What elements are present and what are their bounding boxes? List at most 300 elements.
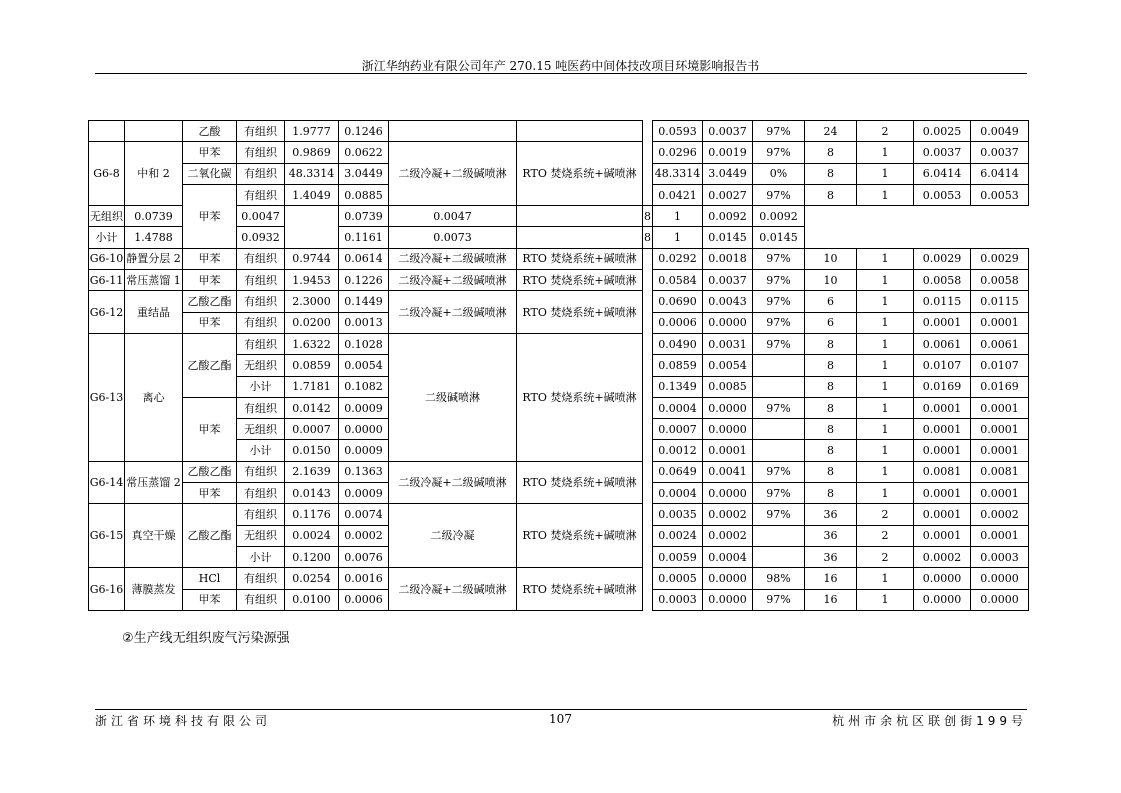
table-cell: 2 bbox=[857, 546, 914, 567]
table-cell: 1 bbox=[653, 206, 703, 227]
column-gap bbox=[643, 589, 653, 610]
table-cell: 8 bbox=[805, 376, 857, 397]
table-cell: 甲苯 bbox=[183, 270, 237, 291]
table-cell: 真空干燥 bbox=[125, 504, 183, 568]
header-rule bbox=[95, 73, 1027, 74]
table-cell: 甲苯 bbox=[183, 483, 237, 504]
table-cell: 0.0092 bbox=[703, 206, 753, 227]
table-cell bbox=[753, 376, 805, 397]
table-cell: 97% bbox=[753, 333, 805, 354]
table-cell: 0.0076 bbox=[339, 546, 389, 567]
table-cell: RTO 焚烧系统+碱喷淋 bbox=[517, 504, 643, 568]
table-cell: 0.0009 bbox=[339, 483, 389, 504]
column-gap bbox=[643, 397, 653, 418]
table-cell: 8 bbox=[805, 440, 857, 461]
table-row bbox=[89, 504, 1029, 525]
table-cell: 甲苯 bbox=[183, 312, 237, 333]
table-cell: 0.0054 bbox=[703, 355, 753, 376]
footer-rule bbox=[95, 709, 1027, 710]
column-gap bbox=[643, 376, 653, 397]
table-cell: 甲苯 bbox=[183, 248, 237, 269]
table-cell: 乙酸乙酯 bbox=[183, 504, 237, 568]
table-cell: 小计 bbox=[237, 440, 285, 461]
column-gap bbox=[643, 504, 653, 525]
table-cell: 有组织 bbox=[237, 504, 285, 525]
table-cell: RTO 焚烧系统+碱喷淋 bbox=[517, 270, 643, 291]
table-cell: 甲苯 bbox=[183, 184, 237, 248]
table-cell: RTO 焚烧系统+碱喷淋 bbox=[517, 461, 643, 504]
section-subheading: ②生产线无组织废气污染源强 bbox=[122, 631, 290, 646]
table-cell: 8 bbox=[805, 163, 857, 184]
column-gap bbox=[643, 461, 653, 482]
table-cell: G6-11 bbox=[89, 270, 125, 291]
table-cell: 0% bbox=[753, 163, 805, 184]
table-cell: 有组织 bbox=[237, 142, 285, 163]
table-cell: 0.0107 bbox=[914, 355, 971, 376]
table-cell: 98% bbox=[753, 568, 805, 589]
table-row bbox=[89, 248, 1029, 269]
table-cell: 0.0142 bbox=[285, 397, 339, 418]
table-cell: 0.0003 bbox=[653, 589, 703, 610]
table-cell: 36 bbox=[805, 504, 857, 525]
table-row bbox=[89, 568, 1029, 589]
table-cell: 乙酸 bbox=[183, 121, 237, 142]
column-gap bbox=[643, 184, 653, 205]
table-cell: 0.0145 bbox=[753, 227, 805, 248]
table-cell bbox=[125, 121, 183, 142]
table-cell: 重结晶 bbox=[125, 291, 183, 334]
footer-page-number: 107 bbox=[549, 712, 572, 726]
table-cell: 0.1200 bbox=[285, 546, 339, 567]
table-cell: 2.1639 bbox=[285, 461, 339, 482]
table-cell: 6.0414 bbox=[914, 163, 971, 184]
emission-table bbox=[88, 120, 1029, 611]
table-cell: 0.0085 bbox=[703, 376, 753, 397]
column-gap bbox=[643, 163, 653, 184]
table-cell: 有组织 bbox=[237, 312, 285, 333]
column-gap bbox=[643, 419, 653, 440]
table-cell: 0.0739 bbox=[125, 206, 183, 227]
table-cell: 0.0018 bbox=[703, 248, 753, 269]
table-cell: 0.0029 bbox=[914, 248, 971, 269]
table-cell: 有组织 bbox=[237, 568, 285, 589]
column-gap bbox=[643, 568, 653, 589]
table-cell: 无组织 bbox=[237, 419, 285, 440]
table-cell: 0.0932 bbox=[237, 227, 285, 248]
table-cell: 1 bbox=[857, 589, 914, 610]
table-cell: 有组织 bbox=[237, 270, 285, 291]
table-cell: 0.0859 bbox=[285, 355, 339, 376]
table-cell: 0.0061 bbox=[971, 333, 1029, 354]
table-cell: 0.0005 bbox=[653, 568, 703, 589]
table-cell: 8 bbox=[643, 206, 653, 227]
table-cell: 0.0100 bbox=[285, 589, 339, 610]
table-cell: 1.4788 bbox=[125, 227, 183, 248]
table-cell: 0.0001 bbox=[971, 312, 1029, 333]
table-cell: G6-8 bbox=[89, 142, 125, 206]
table-cell: 0.0006 bbox=[339, 589, 389, 610]
table-cell: 0.0058 bbox=[914, 270, 971, 291]
table-cell: 1.4049 bbox=[285, 184, 339, 205]
table-cell bbox=[517, 121, 643, 142]
table-cell bbox=[517, 206, 643, 227]
table-cell: 0.0016 bbox=[339, 568, 389, 589]
table-cell: G6-15 bbox=[89, 504, 125, 568]
page-header-title: 浙江华纳药业有限公司年产 270.15 吨医药中间体技改项目环境影响报告书 bbox=[361, 59, 760, 73]
table-cell: 1.6322 bbox=[285, 333, 339, 354]
table-cell: 无组织 bbox=[237, 355, 285, 376]
table-cell: 0.1226 bbox=[339, 270, 389, 291]
column-gap bbox=[643, 291, 653, 312]
table-cell: 0.0145 bbox=[703, 227, 753, 248]
table-cell: 0.0027 bbox=[703, 184, 753, 205]
table-cell: 0.0001 bbox=[971, 397, 1029, 418]
table-cell: HCl bbox=[183, 568, 237, 589]
table-cell: 0.0035 bbox=[653, 504, 703, 525]
table-cell: 24 bbox=[805, 121, 857, 142]
table-row bbox=[89, 270, 1029, 291]
table-cell: 1 bbox=[857, 440, 914, 461]
table-cell: 0.0421 bbox=[653, 184, 703, 205]
table-cell: 1 bbox=[857, 270, 914, 291]
table-row bbox=[89, 461, 1029, 482]
table-cell: 0.0049 bbox=[971, 121, 1029, 142]
table-cell: G6-14 bbox=[89, 461, 125, 504]
table-cell: 0.0004 bbox=[703, 546, 753, 567]
table-cell: 0.0115 bbox=[971, 291, 1029, 312]
table-cell: 0.0001 bbox=[971, 440, 1029, 461]
table-cell: 有组织 bbox=[237, 184, 285, 205]
table-row bbox=[89, 291, 1029, 312]
table-cell: 二级冷凝+二级碱喷淋 bbox=[389, 248, 517, 269]
table-cell: 48.3314 bbox=[653, 163, 703, 184]
table-cell: 0.0614 bbox=[339, 248, 389, 269]
column-gap bbox=[643, 440, 653, 461]
table-cell: 97% bbox=[753, 312, 805, 333]
table-cell: 0.0292 bbox=[653, 248, 703, 269]
table-row bbox=[89, 333, 1029, 354]
table-cell: 8 bbox=[805, 333, 857, 354]
table-cell bbox=[89, 121, 125, 142]
table-cell: 0.0296 bbox=[653, 142, 703, 163]
table-cell: 0.9869 bbox=[285, 142, 339, 163]
table-cell: 有组织 bbox=[237, 163, 285, 184]
table-cell: 0.1349 bbox=[653, 376, 703, 397]
table-cell: G6-12 bbox=[89, 291, 125, 334]
table-cell: 6 bbox=[805, 291, 857, 312]
table-cell: 0.0584 bbox=[653, 270, 703, 291]
table-cell: G6-16 bbox=[89, 568, 125, 611]
table-cell: 小计 bbox=[237, 546, 285, 567]
table-cell: 0.0254 bbox=[285, 568, 339, 589]
table-cell: 0.1161 bbox=[339, 227, 389, 248]
table-cell bbox=[753, 355, 805, 376]
table-cell: 0.0490 bbox=[653, 333, 703, 354]
table-cell: 有组织 bbox=[237, 461, 285, 482]
table-cell: 16 bbox=[805, 589, 857, 610]
table-cell: 10 bbox=[805, 248, 857, 269]
table-cell: 3.0449 bbox=[703, 163, 753, 184]
table-cell: 乙酸乙酯 bbox=[183, 333, 237, 397]
column-gap bbox=[643, 248, 653, 269]
table-cell: 0.0002 bbox=[971, 504, 1029, 525]
table-cell: 8 bbox=[805, 355, 857, 376]
table-cell: 0.0024 bbox=[285, 525, 339, 546]
column-gap bbox=[643, 121, 653, 142]
table-cell: 乙酸乙酯 bbox=[183, 461, 237, 482]
table-cell: 0.0000 bbox=[703, 397, 753, 418]
footer-address: 杭州市余杭区联创街199号 bbox=[832, 714, 1027, 728]
table-cell: 48.3314 bbox=[285, 163, 339, 184]
table-cell: 1 bbox=[857, 184, 914, 205]
table-cell: 二级冷凝+二级碱喷淋 bbox=[389, 568, 517, 611]
table-cell: 1 bbox=[857, 397, 914, 418]
table-cell: 97% bbox=[753, 184, 805, 205]
table-cell: 0.0053 bbox=[971, 184, 1029, 205]
table-cell: 0.0107 bbox=[971, 355, 1029, 376]
column-gap bbox=[643, 483, 653, 504]
table-cell: 有组织 bbox=[237, 333, 285, 354]
table-cell bbox=[753, 546, 805, 567]
table-cell: 乙酸乙酯 bbox=[183, 291, 237, 312]
column-gap bbox=[285, 206, 339, 227]
table-cell bbox=[517, 227, 643, 248]
table-cell: 0.0000 bbox=[703, 419, 753, 440]
table-cell: 0.0859 bbox=[653, 355, 703, 376]
table-cell: 0.0029 bbox=[971, 248, 1029, 269]
table-cell: 二级冷凝 bbox=[389, 504, 517, 568]
table-cell: 2 bbox=[857, 121, 914, 142]
table-cell: 0.0001 bbox=[703, 440, 753, 461]
table-cell: 8 bbox=[805, 419, 857, 440]
table-cell: 常压蒸馏 1 bbox=[125, 270, 183, 291]
table-cell: 0.0001 bbox=[914, 504, 971, 525]
table-cell: 1 bbox=[857, 355, 914, 376]
table-cell: 1 bbox=[857, 376, 914, 397]
table-cell: 1.9777 bbox=[285, 121, 339, 142]
table-cell: 0.0061 bbox=[914, 333, 971, 354]
table-cell: 静置分层 2 bbox=[125, 248, 183, 269]
table-cell: 0.1363 bbox=[339, 461, 389, 482]
table-cell: 1 bbox=[653, 227, 703, 248]
table-cell: 0.1082 bbox=[339, 376, 389, 397]
table-cell: 0.0200 bbox=[285, 312, 339, 333]
table-cell: 1 bbox=[857, 568, 914, 589]
table-cell: 0.0009 bbox=[339, 440, 389, 461]
table-cell bbox=[753, 525, 805, 546]
table-cell: 0.0885 bbox=[339, 184, 389, 205]
table-cell: 36 bbox=[805, 525, 857, 546]
table-cell: 0.0001 bbox=[914, 312, 971, 333]
table-cell: 0.0002 bbox=[914, 546, 971, 567]
table-cell: 0.0013 bbox=[339, 312, 389, 333]
table-cell: 二级冷凝+二级碱喷淋 bbox=[389, 291, 517, 334]
table-cell: 0.0150 bbox=[285, 440, 339, 461]
table-cell: 0.0000 bbox=[339, 419, 389, 440]
table-cell: 2 bbox=[857, 525, 914, 546]
table-cell: 0.0000 bbox=[703, 483, 753, 504]
table-cell: 1 bbox=[857, 333, 914, 354]
table-cell: 0.0649 bbox=[653, 461, 703, 482]
table-cell: 0.0037 bbox=[914, 142, 971, 163]
table-cell: 0.0024 bbox=[653, 525, 703, 546]
table-cell: 0.0002 bbox=[339, 525, 389, 546]
table-cell: 97% bbox=[753, 142, 805, 163]
table-cell: 0.0004 bbox=[653, 483, 703, 504]
table-cell: 0.0001 bbox=[914, 525, 971, 546]
table-cell: 97% bbox=[753, 121, 805, 142]
table-cell: 1 bbox=[857, 312, 914, 333]
table-cell: 8 bbox=[643, 227, 653, 248]
table-cell: 0.0739 bbox=[339, 206, 389, 227]
table-cell: 0.0115 bbox=[914, 291, 971, 312]
table-cell: 甲苯 bbox=[183, 397, 237, 461]
table-cell: 0.1246 bbox=[339, 121, 389, 142]
table-cell: 1 bbox=[857, 419, 914, 440]
table-cell: 0.0074 bbox=[339, 504, 389, 525]
table-cell: 0.0169 bbox=[914, 376, 971, 397]
table-cell: 有组织 bbox=[237, 483, 285, 504]
table-cell: 有组织 bbox=[237, 589, 285, 610]
column-gap bbox=[643, 312, 653, 333]
table-cell: 0.0006 bbox=[653, 312, 703, 333]
column-gap bbox=[643, 525, 653, 546]
table-cell: 有组织 bbox=[237, 248, 285, 269]
table-cell: 0.0043 bbox=[703, 291, 753, 312]
table-cell: 0.0037 bbox=[703, 121, 753, 142]
table-cell: 0.0019 bbox=[703, 142, 753, 163]
table-cell: 二级碱喷淋 bbox=[389, 333, 517, 461]
table-cell: 0.0081 bbox=[914, 461, 971, 482]
table-cell: 1 bbox=[857, 483, 914, 504]
table-cell: 0.0000 bbox=[703, 568, 753, 589]
table-cell: 小计 bbox=[237, 376, 285, 397]
table-cell: 无组织 bbox=[89, 206, 125, 227]
table-cell: 薄膜蒸发 bbox=[125, 568, 183, 611]
table-cell: 0.0000 bbox=[914, 589, 971, 610]
table-cell: 1 bbox=[857, 291, 914, 312]
table-cell: 8 bbox=[805, 184, 857, 205]
table-cell: G6-10 bbox=[89, 248, 125, 269]
table-cell: 0.0047 bbox=[237, 206, 285, 227]
table-cell: 1 bbox=[857, 248, 914, 269]
table-cell bbox=[753, 419, 805, 440]
table-cell: 0.0000 bbox=[914, 568, 971, 589]
table-cell: 0.0002 bbox=[703, 504, 753, 525]
table-cell: 0.0001 bbox=[971, 483, 1029, 504]
table-cell: 无组织 bbox=[237, 525, 285, 546]
table-cell: 0.0000 bbox=[703, 589, 753, 610]
table-cell: 0.0047 bbox=[389, 206, 517, 227]
table-cell: 0.9744 bbox=[285, 248, 339, 269]
table-cell: 0.0690 bbox=[653, 291, 703, 312]
table-cell: RTO 焚烧系统+碱喷淋 bbox=[517, 142, 643, 206]
table-cell: 16 bbox=[805, 568, 857, 589]
table-cell: 8 bbox=[805, 483, 857, 504]
table-cell: 0.0004 bbox=[653, 397, 703, 418]
table-cell: 甲苯 bbox=[183, 142, 237, 163]
table-cell: 1 bbox=[857, 461, 914, 482]
table-cell: 0.1028 bbox=[339, 333, 389, 354]
table-cell: 0.0073 bbox=[389, 227, 517, 248]
table-cell: 0.0169 bbox=[971, 376, 1029, 397]
table-cell: 0.0001 bbox=[914, 483, 971, 504]
table-cell: 0.0037 bbox=[971, 142, 1029, 163]
table-cell: 1 bbox=[857, 142, 914, 163]
table-cell: 小计 bbox=[89, 227, 125, 248]
table-cell: 有组织 bbox=[237, 397, 285, 418]
table-cell: 97% bbox=[753, 483, 805, 504]
column-gap bbox=[643, 355, 653, 376]
table-cell: 二级冷凝+二级碱喷淋 bbox=[389, 142, 517, 206]
table-cell: 二级冷凝+二级碱喷淋 bbox=[389, 270, 517, 291]
table-cell: 0.0092 bbox=[753, 206, 805, 227]
table-cell: 0.0037 bbox=[703, 270, 753, 291]
table-cell: 8 bbox=[805, 397, 857, 418]
table-cell: 二级冷凝+二级碱喷淋 bbox=[389, 461, 517, 504]
table-cell: 二氧化碳 bbox=[183, 163, 237, 184]
table-cell: 0.0003 bbox=[971, 546, 1029, 567]
table-cell: 97% bbox=[753, 270, 805, 291]
column-gap bbox=[643, 142, 653, 163]
table-cell: G6-13 bbox=[89, 333, 125, 461]
table-cell: 0.0001 bbox=[914, 419, 971, 440]
table-cell: 0.0001 bbox=[914, 440, 971, 461]
table-cell: 1.7181 bbox=[285, 376, 339, 397]
table-cell: 0.0059 bbox=[653, 546, 703, 567]
table-cell: 97% bbox=[753, 461, 805, 482]
table-cell: 0.0622 bbox=[339, 142, 389, 163]
table-cell: 0.0025 bbox=[914, 121, 971, 142]
column-gap bbox=[643, 333, 653, 354]
table-cell: 6 bbox=[805, 312, 857, 333]
table-cell: 离心 bbox=[125, 333, 183, 461]
table-cell: 3.0449 bbox=[339, 163, 389, 184]
table-row bbox=[89, 121, 1029, 142]
column-gap bbox=[285, 227, 339, 248]
table-cell: 0.0031 bbox=[703, 333, 753, 354]
table-cell: 甲苯 bbox=[183, 589, 237, 610]
table-cell: 6.0414 bbox=[971, 163, 1029, 184]
table-cell: 0.0009 bbox=[339, 397, 389, 418]
table-cell: 97% bbox=[753, 589, 805, 610]
table-cell: 8 bbox=[805, 142, 857, 163]
table-cell: 中和 2 bbox=[125, 142, 183, 206]
table-cell: 1 bbox=[857, 163, 914, 184]
table-cell: 2 bbox=[857, 504, 914, 525]
table-cell: 0.1176 bbox=[285, 504, 339, 525]
table-cell: 97% bbox=[753, 397, 805, 418]
table-cell: 0.0593 bbox=[653, 121, 703, 142]
table-row bbox=[89, 142, 1029, 163]
table-cell: 常压蒸馏 2 bbox=[125, 461, 183, 504]
table-cell: 10 bbox=[805, 270, 857, 291]
column-gap bbox=[643, 270, 653, 291]
table-cell: 8 bbox=[805, 461, 857, 482]
table-cell: 97% bbox=[753, 504, 805, 525]
table-cell bbox=[389, 121, 517, 142]
table-cell bbox=[753, 440, 805, 461]
table-cell: 0.0000 bbox=[703, 312, 753, 333]
table-cell: 有组织 bbox=[237, 291, 285, 312]
table-cell: 0.0000 bbox=[971, 568, 1029, 589]
table-cell: 97% bbox=[753, 248, 805, 269]
table-cell: 0.0001 bbox=[914, 397, 971, 418]
table-cell: 0.0000 bbox=[971, 589, 1029, 610]
table-cell: 0.0054 bbox=[339, 355, 389, 376]
table-cell: 0.0053 bbox=[914, 184, 971, 205]
table-cell: 0.0058 bbox=[971, 270, 1029, 291]
